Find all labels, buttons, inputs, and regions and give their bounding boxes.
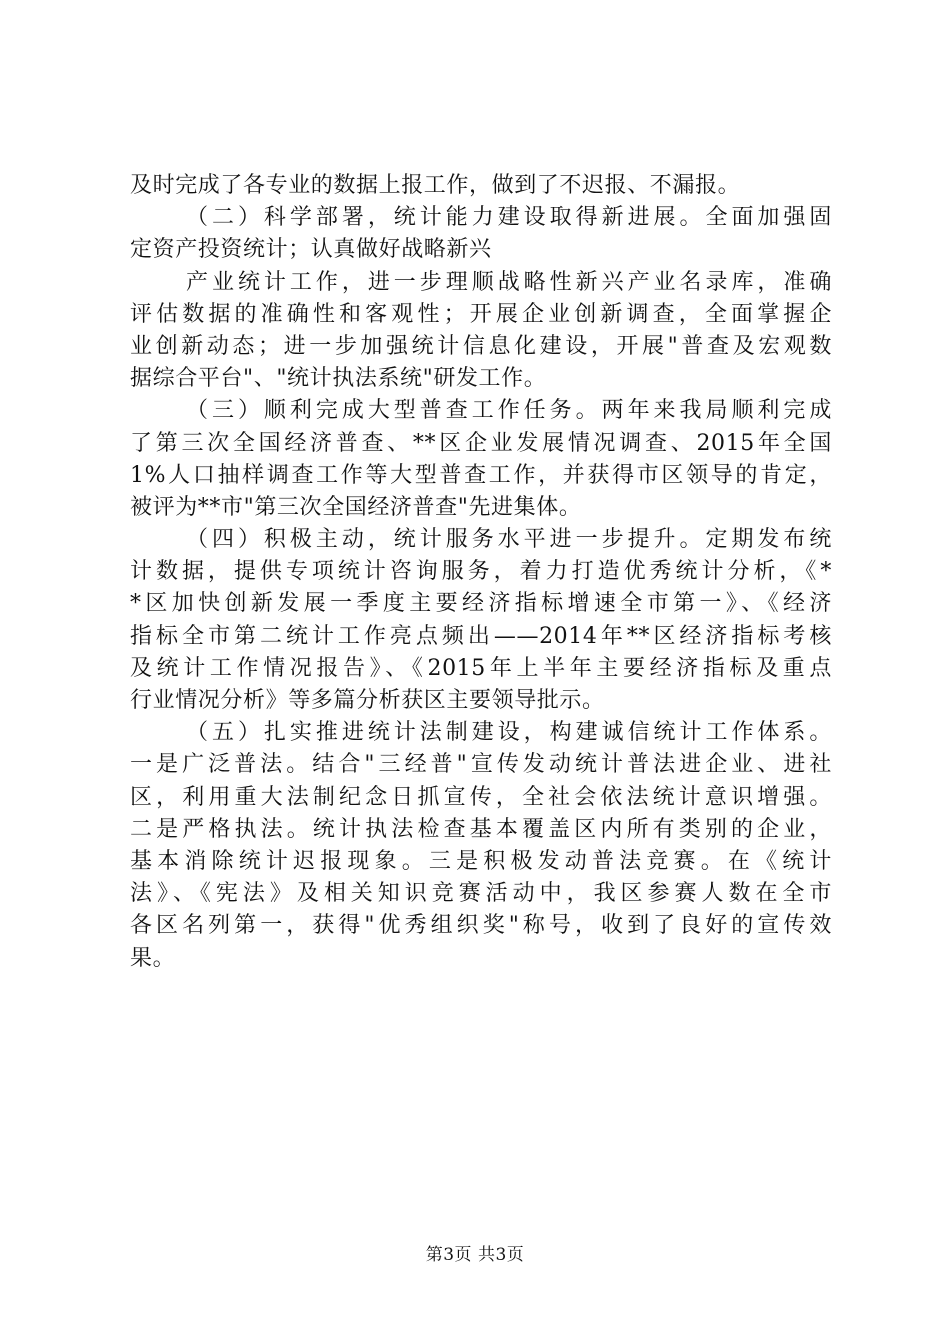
text-line: 及时完成了各专业的数据上报工作，做到了不迟报、不漏报。 [130,173,741,198]
text-line: *区加快创新发展一季度主要经济指标增速全市第一》、《经济 [130,591,832,617]
text-line: 区，利用重大法制纪念日抓宣传，全社会依法统计意识增强。 [130,784,832,810]
text-line: 了第三次全国经济普查、**区企业发展情况调查、2015年全国 [130,430,832,456]
text-line: （五）扎实推进统计法制建设，构建诚信统计工作体系。 [186,720,832,746]
text-line: 一是广泛普法。结合"三经普"宣传发动统计普法进企业、进社 [130,752,832,778]
text-line: 1%人口抽样调查工作等大型普查工作，并获得市区领导的肯定， [130,462,832,488]
text-line: 被评为**市"第三次全国经济普查"先进集体。 [130,494,582,520]
document-body [130,170,832,975]
text-line: （二）科学部署，统计能力建设取得新进展。全面加强固 [186,205,832,231]
text-line: 指标全市第二统计工作亮点频出——2014年**区经济指标考核 [130,623,832,649]
text-line: （三）顺利完成大型普查工作任务。两年来我局顺利完成 [186,398,832,424]
text-line: 计数据，提供专项统计咨询服务，着力打造优秀统计分析，《* [130,559,832,585]
text-line: 各区名列第一，获得"优秀组织奖"称号，收到了良好的宣传效 [130,913,832,939]
text-line: 评估数据的准确性和客观性；开展企业创新调查，全面掌握企 [130,301,832,327]
text-line: 及统计工作情况报告》、《2015年上半年主要经济指标及重点 [130,655,832,681]
text-line: 果。 [130,945,176,971]
text-line: （四）积极主动，统计服务水平进一步提升。定期发布统 [186,527,832,553]
text-line: 产业统计工作，进一步理顺战略性新兴产业名录库，准确 [186,269,832,295]
text-line: 定资产投资统计；认真做好战略新兴 [130,237,492,263]
page-footer: 第3页 共3页 [425,1245,525,1265]
text-line: 法》、《宪法》及相关知识竞赛活动中，我区参赛人数在全市 [130,881,832,907]
text-line: 基本消除统计迟报现象。三是积极发动普法竞赛。在《统计 [130,848,832,874]
text-line: 行业情况分析》等多篇分析获区主要领导批示。 [130,688,605,713]
text-line: 据综合平台"、"统计执法系统"研发工作。 [130,366,547,392]
text-line: 业创新动态；进一步加强统计信息化建设，开展"普查及宏观数 [130,333,832,359]
text-line: 二是严格执法。统计执法检查基本覆盖区内所有类别的企业， [130,816,832,842]
